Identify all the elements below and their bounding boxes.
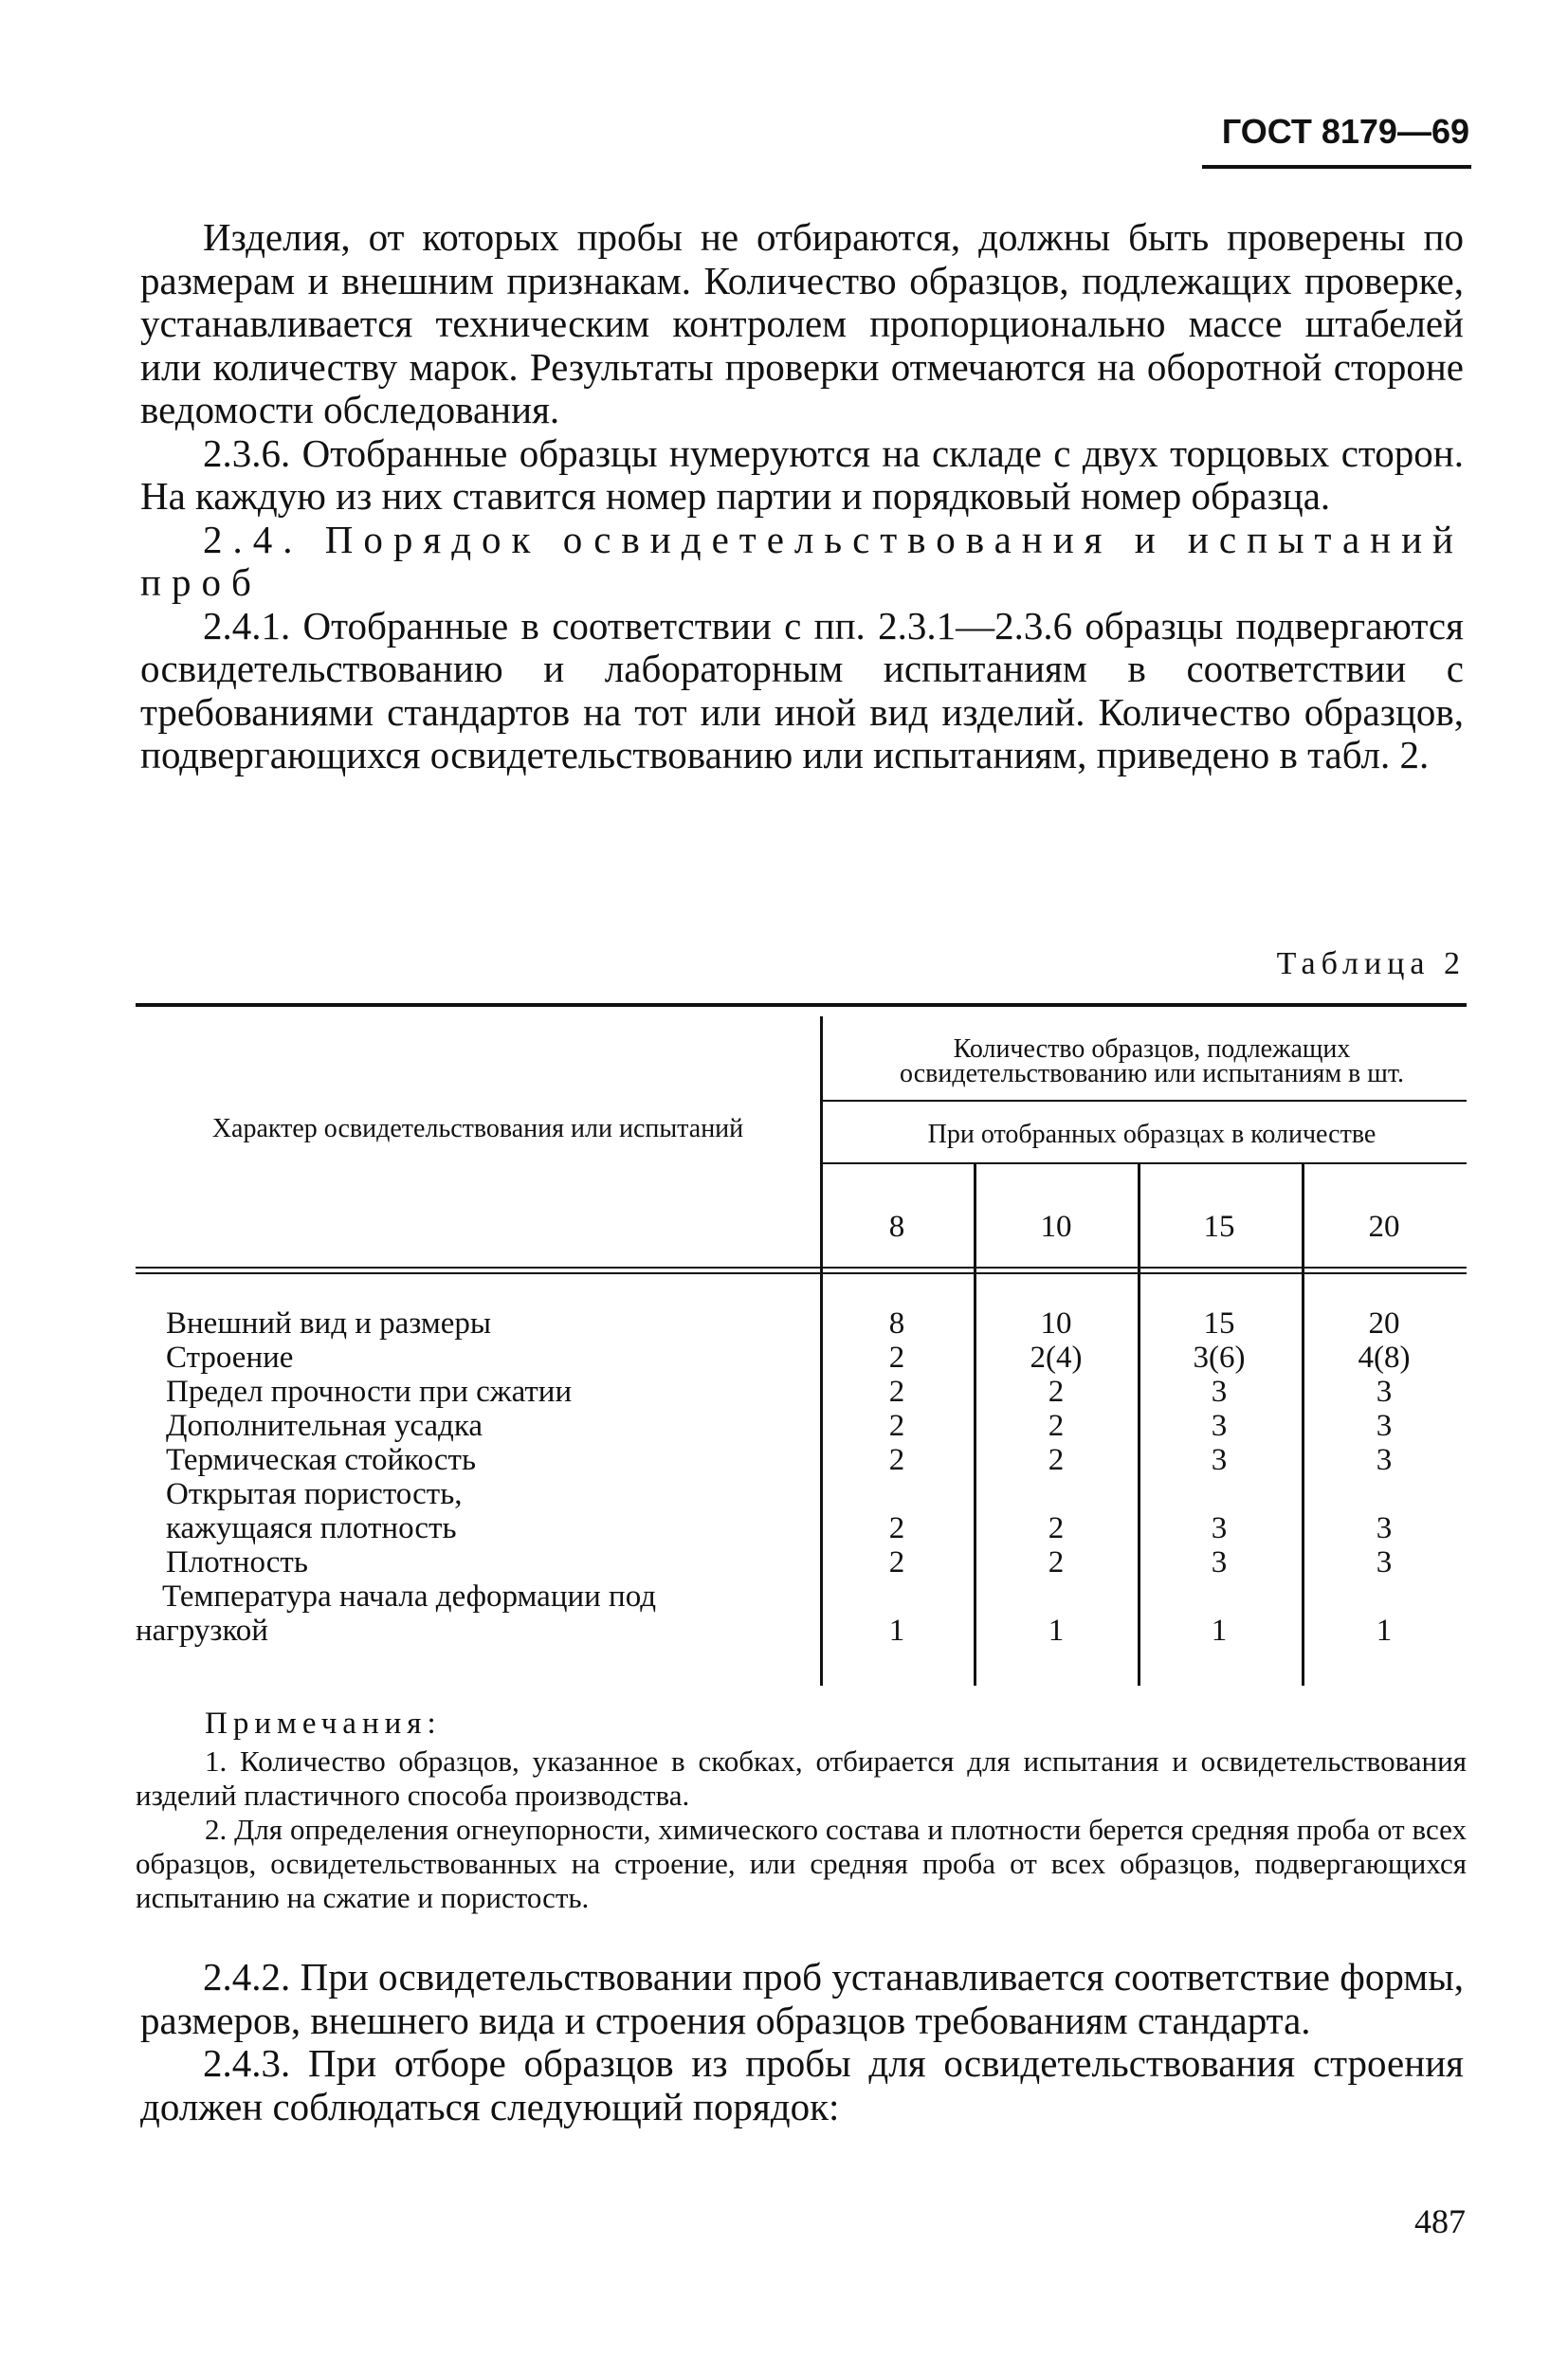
note-item: 2. Для определения огнеупорности, химического состава и плотности берется средняя проба от всех образцов, освидетельствованных на строение, или средняя проба от всех образцов, подвергающихся испытанию на сжатие и пористость. (136, 1813, 1467, 1914)
table-caption: Таблица 2 (1276, 946, 1466, 981)
table-cell: 8 (888, 1306, 905, 1341)
table-cell: 2 (888, 1511, 905, 1545)
subgroup-header: При отобранных образцах в количестве (927, 1120, 1377, 1149)
table-cell: 2 (888, 1375, 905, 1409)
table-cell: 3 (1376, 1511, 1393, 1545)
table-cell: 3 (1211, 1545, 1228, 1580)
table-cell: 2(4) (1030, 1341, 1083, 1375)
paragraph-4: 2.4.2. При освидетельствовании проб устанавливается соответствие формы, размеров, внешнего вида и строения образцов требованиям стандарта. (140, 1955, 1464, 2042)
row-label: Температура начала деформации под (162, 1580, 657, 1614)
table-cell: 2 (888, 1341, 905, 1375)
row-label: Плотность (166, 1545, 308, 1580)
table-cell: 1 (1048, 1614, 1065, 1648)
table-top-rule (136, 1003, 1467, 1007)
col-separator-3 (1302, 1162, 1304, 1686)
table-cell: 3(6) (1193, 1341, 1246, 1375)
table-cell: 2 (1048, 1409, 1065, 1443)
group-header-rule (820, 1100, 1467, 1102)
row-label: Строение (166, 1341, 294, 1375)
header-rule (1202, 165, 1471, 169)
table-cell: 2 (1048, 1375, 1065, 1409)
table-cell: 20 (1368, 1306, 1400, 1341)
table-cell: 3 (1376, 1375, 1393, 1409)
table-cell: 3 (1211, 1409, 1228, 1443)
table-cell: 2 (1048, 1545, 1065, 1580)
table-cell: 10 (1040, 1306, 1072, 1341)
column-header-15: 15 (1203, 1210, 1235, 1244)
data-table (136, 1003, 1467, 1686)
table-cell: 3 (1211, 1375, 1228, 1409)
row-label: Дополнительная усадка (166, 1409, 483, 1443)
table-cell: 1 (1376, 1614, 1393, 1648)
note-item: 1. Количество образцов, указанное в скобках, отбирается для испытания и освидетельствования изделий пластичного способа производства. (136, 1744, 1467, 1812)
row-label: нагрузкой (136, 1614, 268, 1648)
row-label: кажущаяся плотность (166, 1511, 457, 1545)
table-cell: 2 (1048, 1511, 1065, 1545)
table-cell: 3 (1376, 1409, 1393, 1443)
column-header-8: 8 (888, 1210, 905, 1244)
header-bottom-rule-1 (136, 1267, 1467, 1269)
header-bottom-rule-2 (136, 1272, 1467, 1274)
subgroup-header-rule (820, 1162, 1467, 1164)
group-header: Количество образцов, подлежащих освидетельствованию или испытаниям в шт. (900, 1034, 1404, 1088)
paragraph-5: 2.4.3. При отборе образцов из пробы для освидетельствования строения должен соблюдаться следующий порядок: (140, 2041, 1464, 2128)
paragraph-3: 2.4.1. Отобранные в соответствии с пп. 2.3.1—2.3.6 образцы подвергаются освидетельствованию и лабораторным испытаниям в соответствии с требованиями стандартов на тот или иной вид изделий. Количество образцов, подвергающихся освидетельствованию или испытаниям, приведено в табл. 2. (140, 603, 1464, 776)
row-label: Термическая стойкость (166, 1443, 477, 1477)
table-cell: 1 (1211, 1614, 1228, 1648)
table-cell: 2 (888, 1545, 905, 1580)
row-label: Открытая пористость, (166, 1477, 463, 1511)
table-cell: 3 (1376, 1443, 1393, 1477)
notes-section (136, 1707, 1467, 1915)
text-block-top (140, 216, 1464, 777)
row-label: Внешний вид и размеры (166, 1306, 492, 1341)
paragraph-2: 2.3.6. Отобранные образцы нумеруются на складе с двух торцовых сторон. На каждую из них ставится номер партии и порядковый номер образца. (140, 430, 1464, 518)
paragraph-1: Изделия, от которых пробы не отбираются, должны быть проверены по размерам и внешним признакам. Количество образцов, подлежащих проверке, устанавливается техническим контролем пропорционально массе штабелей или количеству марок. Результаты проверки отмечаются на оборотной стороне ведомости обследования. (140, 215, 1464, 431)
table-cell: 3 (1376, 1545, 1393, 1580)
table-cell: 3 (1211, 1511, 1228, 1545)
table-cell: 2 (888, 1443, 905, 1477)
table-cell: 2 (888, 1409, 905, 1443)
column-header-20: 20 (1368, 1210, 1400, 1244)
col-separator-1 (974, 1162, 976, 1686)
table-cell: 15 (1203, 1306, 1235, 1341)
table-cell: 4(8) (1358, 1341, 1411, 1375)
column-header-10: 10 (1040, 1210, 1072, 1244)
row-label: Предел прочности при сжатии (166, 1375, 573, 1409)
document-header: ГОСТ 8179—69 (1221, 112, 1469, 151)
table-cell: 3 (1211, 1443, 1228, 1477)
text-block-bottom (140, 1956, 1464, 2128)
table-cell: 2 (1048, 1443, 1065, 1477)
notes-title: Примечания: (205, 1707, 442, 1741)
col1-header: Характер освидетельствования или испытаний (211, 1114, 744, 1143)
col-separator-2 (1138, 1162, 1140, 1686)
section-heading: 2.4. Порядок освидетельствования и испытаний проб (140, 517, 1464, 604)
page-number: 487 (1414, 2202, 1466, 2240)
table-cell: 1 (888, 1614, 905, 1648)
